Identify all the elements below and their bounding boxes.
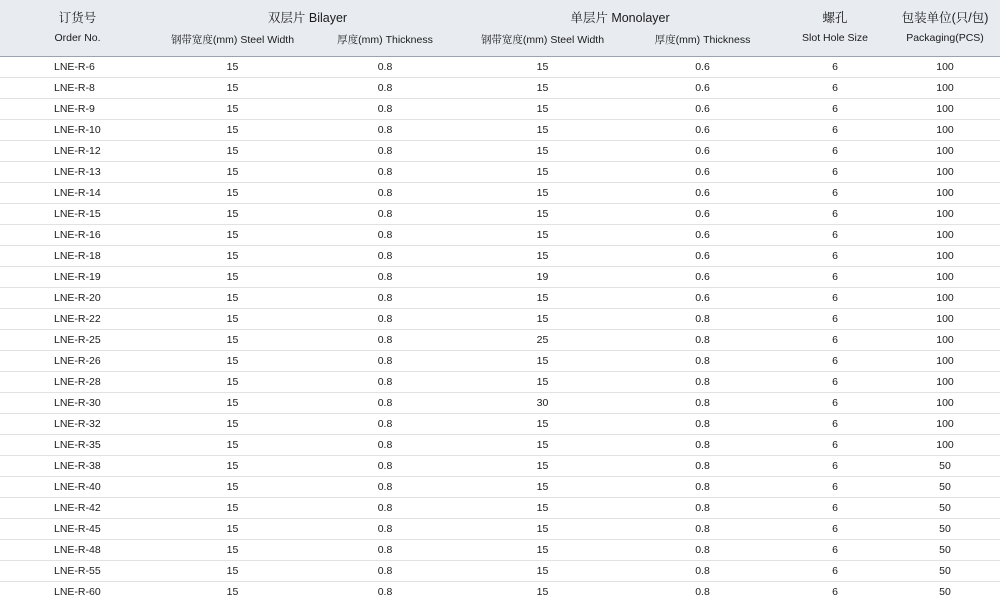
table-row — [0, 267, 1000, 288]
cell-monolayer-thickness: 0.6 — [625, 78, 780, 99]
column-header-bilayer-steel-width-cn: 钢带宽度(mm) — [171, 34, 238, 46]
cell-order-no: LNE-R-15 — [0, 204, 155, 225]
column-header-monolayer-thickness — [625, 32, 780, 57]
cell-slot-hole: 6 — [780, 435, 890, 456]
cell-monolayer-thickness: 0.8 — [625, 561, 780, 582]
cell-packaging: 50 — [890, 456, 1000, 477]
cell-packaging: 100 — [890, 330, 1000, 351]
cell-packaging: 100 — [890, 162, 1000, 183]
table-row — [0, 498, 1000, 519]
cell-bilayer-steel-width: 15 — [155, 309, 310, 330]
cell-bilayer-steel-width: 15 — [155, 456, 310, 477]
cell-order-no: LNE-R-6 — [0, 57, 155, 78]
table-row — [0, 57, 1000, 78]
cell-bilayer-steel-width: 15 — [155, 372, 310, 393]
cell-bilayer-thickness: 0.8 — [310, 330, 460, 351]
cell-bilayer-steel-width: 15 — [155, 141, 310, 162]
table-row — [0, 99, 1000, 120]
cell-monolayer-steel-width: 15 — [460, 540, 625, 561]
cell-packaging: 50 — [890, 540, 1000, 561]
cell-bilayer-thickness: 0.8 — [310, 435, 460, 456]
table-row — [0, 414, 1000, 435]
cell-packaging: 100 — [890, 225, 1000, 246]
cell-bilayer-thickness: 0.8 — [310, 246, 460, 267]
group-header-monolayer — [460, 0, 780, 32]
cell-bilayer-thickness: 0.8 — [310, 372, 460, 393]
cell-monolayer-thickness: 0.6 — [625, 120, 780, 141]
cell-monolayer-steel-width: 19 — [460, 267, 625, 288]
column-header-bilayer-thickness-cn: 厚度(mm) — [337, 34, 383, 46]
cell-packaging: 100 — [890, 435, 1000, 456]
cell-bilayer-thickness: 0.8 — [310, 141, 460, 162]
cell-order-no: LNE-R-20 — [0, 288, 155, 309]
cell-monolayer-steel-width: 15 — [460, 456, 625, 477]
group-header-bilayer-en: Bilayer — [309, 11, 347, 25]
column-header-slot-hole-cn: 螺孔 — [822, 11, 847, 25]
cell-packaging: 50 — [890, 582, 1000, 602]
table-row — [0, 351, 1000, 372]
table-row — [0, 309, 1000, 330]
cell-bilayer-thickness: 0.8 — [310, 393, 460, 414]
table-row — [0, 582, 1000, 602]
cell-bilayer-thickness: 0.8 — [310, 477, 460, 498]
cell-monolayer-steel-width: 15 — [460, 372, 625, 393]
cell-monolayer-thickness: 0.8 — [625, 456, 780, 477]
cell-monolayer-thickness: 0.6 — [625, 183, 780, 204]
table-row — [0, 141, 1000, 162]
cell-bilayer-thickness: 0.8 — [310, 57, 460, 78]
cell-packaging: 100 — [890, 414, 1000, 435]
cell-order-no: LNE-R-26 — [0, 351, 155, 372]
cell-bilayer-steel-width: 15 — [155, 477, 310, 498]
cell-bilayer-steel-width: 15 — [155, 99, 310, 120]
cell-monolayer-steel-width: 15 — [460, 120, 625, 141]
table-body — [0, 57, 1000, 602]
group-header-bilayer-cn: 双层片 — [268, 11, 306, 25]
cell-packaging: 50 — [890, 561, 1000, 582]
cell-bilayer-steel-width: 15 — [155, 330, 310, 351]
column-header-bilayer-steel-width-en: Steel Width — [240, 34, 294, 46]
cell-monolayer-steel-width: 15 — [460, 288, 625, 309]
cell-packaging: 50 — [890, 498, 1000, 519]
cell-packaging: 100 — [890, 120, 1000, 141]
cell-slot-hole: 6 — [780, 57, 890, 78]
cell-slot-hole: 6 — [780, 456, 890, 477]
cell-bilayer-thickness: 0.8 — [310, 267, 460, 288]
cell-bilayer-steel-width: 15 — [155, 57, 310, 78]
cell-slot-hole: 6 — [780, 120, 890, 141]
column-header-slot-hole — [780, 0, 890, 57]
cell-bilayer-steel-width: 15 — [155, 519, 310, 540]
cell-packaging: 100 — [890, 267, 1000, 288]
cell-slot-hole: 6 — [780, 582, 890, 602]
cell-monolayer-steel-width: 15 — [460, 498, 625, 519]
cell-packaging: 50 — [890, 477, 1000, 498]
column-header-order-no-cn: 订货号 — [59, 11, 97, 25]
cell-bilayer-steel-width: 15 — [155, 393, 310, 414]
cell-order-no: LNE-R-9 — [0, 99, 155, 120]
cell-slot-hole: 6 — [780, 351, 890, 372]
column-header-monolayer-steel-width-en: Steel Width — [550, 34, 604, 46]
cell-monolayer-thickness: 0.6 — [625, 141, 780, 162]
column-header-bilayer-steel-width — [155, 32, 310, 57]
cell-bilayer-thickness: 0.8 — [310, 561, 460, 582]
cell-monolayer-thickness: 0.6 — [625, 57, 780, 78]
cell-monolayer-thickness: 0.8 — [625, 393, 780, 414]
table-row — [0, 561, 1000, 582]
cell-monolayer-steel-width: 15 — [460, 162, 625, 183]
cell-bilayer-thickness: 0.8 — [310, 225, 460, 246]
column-header-order-no — [0, 0, 155, 57]
cell-bilayer-steel-width: 15 — [155, 351, 310, 372]
cell-slot-hole: 6 — [780, 141, 890, 162]
table-row — [0, 540, 1000, 561]
cell-monolayer-steel-width: 15 — [460, 414, 625, 435]
group-header-monolayer-cn: 单层片 — [570, 11, 608, 25]
cell-order-no: LNE-R-30 — [0, 393, 155, 414]
cell-monolayer-thickness: 0.6 — [625, 204, 780, 225]
cell-monolayer-thickness: 0.6 — [625, 225, 780, 246]
group-header-bilayer — [155, 0, 460, 32]
cell-order-no: LNE-R-48 — [0, 540, 155, 561]
cell-slot-hole: 6 — [780, 561, 890, 582]
cell-monolayer-steel-width: 15 — [460, 78, 625, 99]
table-row — [0, 183, 1000, 204]
cell-order-no: LNE-R-18 — [0, 246, 155, 267]
cell-monolayer-thickness: 0.8 — [625, 477, 780, 498]
cell-bilayer-steel-width: 15 — [155, 246, 310, 267]
cell-packaging: 100 — [890, 351, 1000, 372]
cell-packaging: 100 — [890, 99, 1000, 120]
cell-packaging: 100 — [890, 204, 1000, 225]
cell-monolayer-steel-width: 15 — [460, 204, 625, 225]
cell-monolayer-steel-width: 15 — [460, 435, 625, 456]
cell-monolayer-steel-width: 15 — [460, 183, 625, 204]
table-row — [0, 372, 1000, 393]
cell-monolayer-thickness: 0.6 — [625, 99, 780, 120]
table-row — [0, 78, 1000, 99]
column-header-slot-hole-en: Slot Hole Size — [802, 32, 868, 44]
cell-monolayer-thickness: 0.8 — [625, 372, 780, 393]
cell-monolayer-thickness: 0.6 — [625, 246, 780, 267]
cell-order-no: LNE-R-40 — [0, 477, 155, 498]
cell-packaging: 100 — [890, 78, 1000, 99]
cell-bilayer-thickness: 0.8 — [310, 414, 460, 435]
cell-order-no: LNE-R-10 — [0, 120, 155, 141]
column-header-monolayer-steel-width-cn: 钢带宽度(mm) — [481, 34, 548, 46]
table-row — [0, 435, 1000, 456]
cell-bilayer-steel-width: 15 — [155, 540, 310, 561]
cell-monolayer-thickness: 0.8 — [625, 498, 780, 519]
cell-monolayer-thickness: 0.8 — [625, 309, 780, 330]
cell-bilayer-steel-width: 15 — [155, 582, 310, 602]
cell-slot-hole: 6 — [780, 309, 890, 330]
cell-slot-hole: 6 — [780, 99, 890, 120]
table-row — [0, 162, 1000, 183]
cell-slot-hole: 6 — [780, 330, 890, 351]
cell-monolayer-thickness: 0.8 — [625, 414, 780, 435]
cell-monolayer-thickness: 0.6 — [625, 267, 780, 288]
cell-packaging: 50 — [890, 519, 1000, 540]
cell-bilayer-thickness: 0.8 — [310, 309, 460, 330]
column-header-order-no-en: Order No. — [54, 32, 100, 44]
cell-bilayer-thickness: 0.8 — [310, 99, 460, 120]
cell-bilayer-thickness: 0.8 — [310, 183, 460, 204]
cell-slot-hole: 6 — [780, 498, 890, 519]
table-row — [0, 288, 1000, 309]
cell-order-no: LNE-R-19 — [0, 267, 155, 288]
cell-bilayer-thickness: 0.8 — [310, 204, 460, 225]
cell-bilayer-steel-width: 15 — [155, 162, 310, 183]
column-header-packaging-cn: 包装单位(只/包) — [902, 11, 989, 25]
cell-slot-hole: 6 — [780, 78, 890, 99]
cell-monolayer-thickness: 0.8 — [625, 330, 780, 351]
table-header-group-row — [0, 0, 1000, 32]
column-header-packaging — [890, 0, 1000, 57]
cell-bilayer-steel-width: 15 — [155, 435, 310, 456]
cell-order-no: LNE-R-25 — [0, 330, 155, 351]
cell-bilayer-thickness: 0.8 — [310, 78, 460, 99]
cell-monolayer-steel-width: 15 — [460, 57, 625, 78]
cell-slot-hole: 6 — [780, 540, 890, 561]
cell-slot-hole: 6 — [780, 393, 890, 414]
cell-order-no: LNE-R-13 — [0, 162, 155, 183]
cell-slot-hole: 6 — [780, 372, 890, 393]
table-row — [0, 204, 1000, 225]
column-header-bilayer-thickness — [310, 32, 460, 57]
cell-monolayer-thickness: 0.8 — [625, 540, 780, 561]
cell-slot-hole: 6 — [780, 477, 890, 498]
cell-bilayer-steel-width: 15 — [155, 267, 310, 288]
cell-bilayer-steel-width: 15 — [155, 120, 310, 141]
cell-packaging: 100 — [890, 393, 1000, 414]
table-row — [0, 477, 1000, 498]
cell-bilayer-steel-width: 15 — [155, 183, 310, 204]
cell-monolayer-steel-width: 15 — [460, 519, 625, 540]
cell-packaging: 100 — [890, 309, 1000, 330]
column-header-monolayer-thickness-cn: 厚度(mm) — [655, 34, 701, 46]
cell-monolayer-steel-width: 15 — [460, 309, 625, 330]
cell-monolayer-thickness: 0.8 — [625, 582, 780, 602]
cell-order-no: LNE-R-16 — [0, 225, 155, 246]
cell-bilayer-steel-width: 15 — [155, 78, 310, 99]
cell-bilayer-thickness: 0.8 — [310, 540, 460, 561]
table-row — [0, 225, 1000, 246]
column-header-monolayer-thickness-en: Thickness — [703, 34, 750, 46]
column-header-packaging-en: Packaging(PCS) — [906, 32, 984, 44]
cell-monolayer-steel-width: 15 — [460, 582, 625, 602]
cell-order-no: LNE-R-60 — [0, 582, 155, 602]
cell-monolayer-thickness: 0.8 — [625, 435, 780, 456]
cell-order-no: LNE-R-55 — [0, 561, 155, 582]
cell-monolayer-steel-width: 15 — [460, 225, 625, 246]
cell-bilayer-steel-width: 15 — [155, 561, 310, 582]
cell-order-no: LNE-R-28 — [0, 372, 155, 393]
cell-order-no: LNE-R-38 — [0, 456, 155, 477]
cell-monolayer-steel-width: 15 — [460, 561, 625, 582]
column-header-monolayer-steel-width — [460, 32, 625, 57]
cell-packaging: 100 — [890, 246, 1000, 267]
cell-bilayer-thickness: 0.8 — [310, 351, 460, 372]
cell-order-no: LNE-R-8 — [0, 78, 155, 99]
cell-packaging: 100 — [890, 288, 1000, 309]
cell-bilayer-thickness: 0.8 — [310, 456, 460, 477]
cell-order-no: LNE-R-14 — [0, 183, 155, 204]
cell-monolayer-thickness: 0.8 — [625, 351, 780, 372]
cell-monolayer-steel-width: 15 — [460, 141, 625, 162]
cell-bilayer-steel-width: 15 — [155, 204, 310, 225]
cell-monolayer-steel-width: 15 — [460, 99, 625, 120]
table-row — [0, 456, 1000, 477]
cell-slot-hole: 6 — [780, 519, 890, 540]
cell-monolayer-thickness: 0.6 — [625, 162, 780, 183]
cell-packaging: 100 — [890, 57, 1000, 78]
table-row — [0, 393, 1000, 414]
table-row — [0, 246, 1000, 267]
cell-monolayer-steel-width: 30 — [460, 393, 625, 414]
cell-monolayer-thickness: 0.6 — [625, 288, 780, 309]
cell-slot-hole: 6 — [780, 246, 890, 267]
cell-bilayer-thickness: 0.8 — [310, 498, 460, 519]
cell-monolayer-steel-width: 15 — [460, 477, 625, 498]
table-row — [0, 120, 1000, 141]
cell-bilayer-thickness: 0.8 — [310, 582, 460, 602]
cell-order-no: LNE-R-22 — [0, 309, 155, 330]
cell-order-no: LNE-R-45 — [0, 519, 155, 540]
cell-bilayer-steel-width: 15 — [155, 498, 310, 519]
cell-packaging: 100 — [890, 372, 1000, 393]
cell-monolayer-steel-width: 15 — [460, 246, 625, 267]
cell-order-no: LNE-R-32 — [0, 414, 155, 435]
table-row — [0, 330, 1000, 351]
cell-order-no: LNE-R-42 — [0, 498, 155, 519]
cell-slot-hole: 6 — [780, 162, 890, 183]
cell-bilayer-thickness: 0.8 — [310, 162, 460, 183]
cell-slot-hole: 6 — [780, 225, 890, 246]
table-row — [0, 519, 1000, 540]
cell-slot-hole: 6 — [780, 204, 890, 225]
cell-slot-hole: 6 — [780, 414, 890, 435]
group-header-monolayer-en: Monolayer — [611, 11, 669, 25]
cell-packaging: 100 — [890, 141, 1000, 162]
cell-order-no: LNE-R-12 — [0, 141, 155, 162]
cell-bilayer-steel-width: 15 — [155, 225, 310, 246]
cell-bilayer-thickness: 0.8 — [310, 288, 460, 309]
cell-monolayer-steel-width: 25 — [460, 330, 625, 351]
cell-bilayer-thickness: 0.8 — [310, 120, 460, 141]
cell-bilayer-steel-width: 15 — [155, 414, 310, 435]
table-header — [0, 0, 1000, 57]
cell-slot-hole: 6 — [780, 267, 890, 288]
cell-bilayer-thickness: 0.8 — [310, 519, 460, 540]
cell-slot-hole: 6 — [780, 288, 890, 309]
cell-slot-hole: 6 — [780, 183, 890, 204]
cell-packaging: 100 — [890, 183, 1000, 204]
cell-bilayer-steel-width: 15 — [155, 288, 310, 309]
cell-monolayer-steel-width: 15 — [460, 351, 625, 372]
column-header-bilayer-thickness-en: Thickness — [386, 34, 433, 46]
cell-order-no: LNE-R-35 — [0, 435, 155, 456]
cell-monolayer-thickness: 0.8 — [625, 519, 780, 540]
